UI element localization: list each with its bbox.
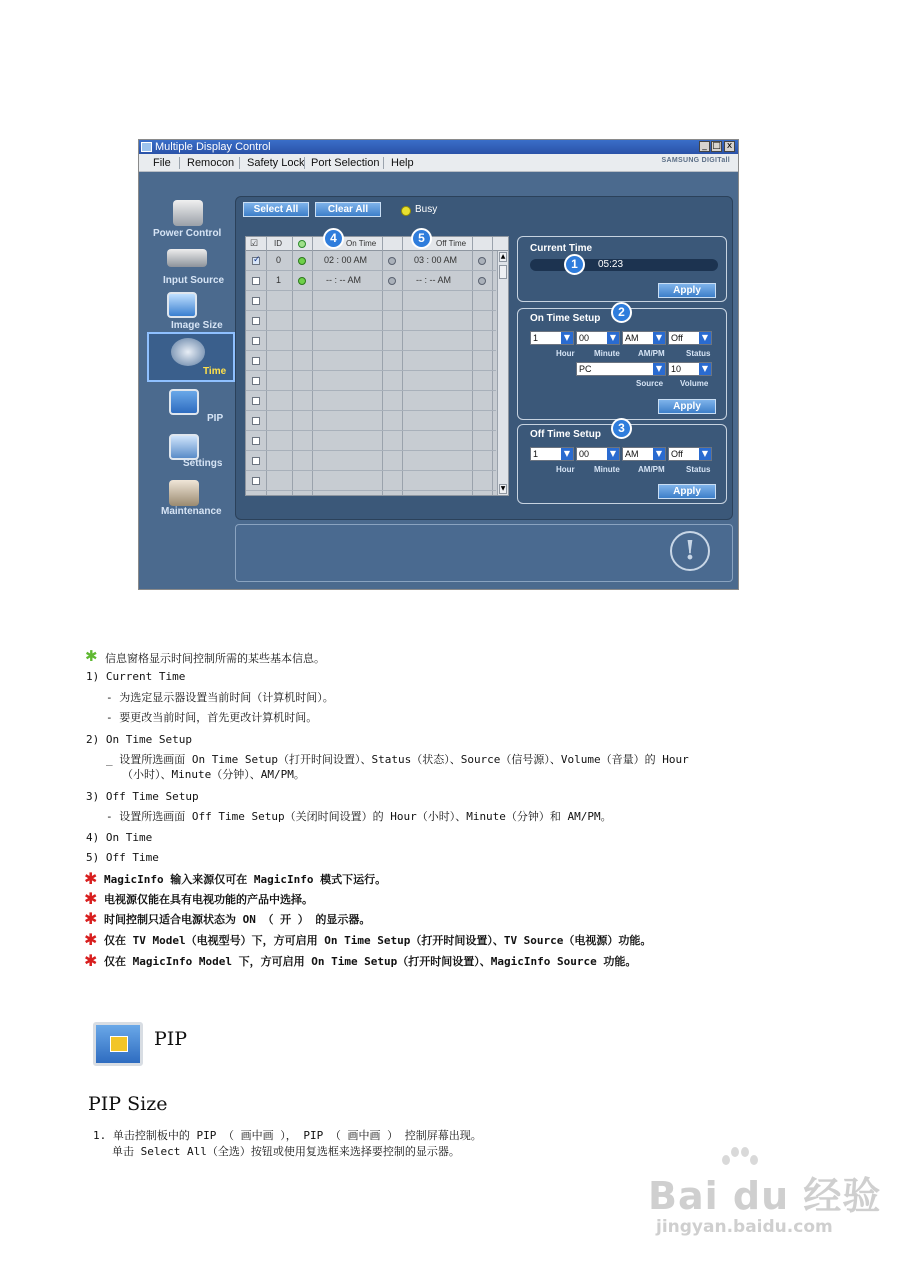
info-pane — [235, 524, 733, 582]
row-checkbox[interactable] — [252, 457, 260, 465]
on-time-setup-group: On Time Setup 1 ▼ 00 ▼ AM ▼ Off ▼ Hour Minute AM/PM Status PC ▼ 10 ▼ Source Volume Apply — [517, 308, 727, 420]
grid-header — [246, 237, 508, 251]
menu-bar — [139, 154, 738, 172]
scroll-thumb[interactable] — [499, 265, 507, 279]
power-status-icon — [298, 257, 306, 265]
callout-badge-3: 3 — [611, 418, 632, 439]
item-1-line-1: - 为选定显示器设置当前时间（计算机时间）。 — [106, 691, 334, 704]
clear-all-button[interactable]: Clear All — [315, 202, 381, 217]
header-check-all[interactable]: ☑ — [250, 238, 259, 248]
note-5: 仅在 MagicInfo Model 下，方可启用 On Time Setup（打开时间设置）、MagicInfo Source 功能。 — [104, 955, 637, 968]
item-1-line-2: - 要更改当前时间，首先更改计算机时间。 — [106, 711, 318, 724]
header-on-time: On Time — [346, 239, 377, 248]
menu-port-selection[interactable]: Port Selection — [311, 157, 380, 169]
item-4-head: 4) On Time — [86, 831, 153, 844]
menu-help[interactable]: Help — [391, 157, 414, 169]
on-minute-select[interactable]: 00 ▼ — [576, 331, 620, 345]
off-minute-select[interactable]: 00 ▼ — [576, 447, 620, 461]
header-power-icon — [298, 240, 306, 248]
note-2: 电视源仅能在具有电视功能的产品中选择。 — [104, 893, 313, 906]
red-star-icon: ✱ — [84, 930, 98, 949]
nav-pip[interactable]: PIP — [145, 387, 233, 431]
row-checkbox[interactable] — [252, 297, 260, 305]
chevron-down-icon: ▼ — [699, 332, 711, 344]
red-star-icon: ✱ — [84, 889, 98, 908]
nav-settings[interactable]: Settings — [145, 432, 233, 476]
header-off-time: Off Time — [436, 239, 467, 248]
row-on-time: -- : -- AM — [326, 275, 361, 285]
row-checkbox[interactable]: ✓ — [253, 255, 261, 265]
window-title: Multiple Display Control — [155, 141, 271, 153]
off-hour-select[interactable]: 1 ▼ — [530, 447, 574, 461]
item-3-head: 3) Off Time Setup — [86, 790, 199, 803]
on-time-status-icon — [388, 277, 396, 285]
image-size-icon — [167, 292, 197, 318]
chevron-down-icon: ▼ — [653, 332, 665, 344]
chevron-down-icon: ▼ — [699, 363, 711, 375]
callout-badge-5: 5 — [411, 228, 432, 249]
busy-label: Busy — [415, 204, 438, 215]
minimize-button[interactable]: _ — [699, 141, 710, 152]
note-1: MagicInfo 输入来源仅可在 MagicInfo 模式下运行。 — [104, 873, 387, 886]
on-hour-select[interactable]: 1 ▼ — [530, 331, 574, 345]
baidu-watermark: Bai du 经验 jingyan.baidu.com — [648, 1145, 888, 1255]
row-checkbox[interactable] — [252, 277, 260, 285]
chevron-down-icon: ▼ — [607, 332, 619, 344]
row-off-time: -- : -- AM — [416, 275, 451, 285]
off-status-select[interactable]: Off ▼ — [668, 447, 712, 461]
red-star-icon: ✱ — [84, 951, 98, 970]
app-icon — [141, 142, 152, 152]
on-source-select[interactable]: PC ▼ — [576, 362, 666, 376]
intro-text: 信息窗格显示时间控制所需的某些基本信息。 — [105, 652, 325, 665]
nav-image-size[interactable]: Image Size — [145, 290, 233, 334]
close-button[interactable]: x — [724, 141, 735, 152]
maintenance-icon — [169, 480, 199, 506]
samsung-brand-logo: SAMSUNG DIGITall — [661, 157, 730, 164]
row-checkbox[interactable] — [252, 337, 260, 345]
step-1-text: 1. 单击控制板中的 PIP （ 画中画 ）， PIP （ 画中画 ） 控制屏幕出现。 — [93, 1129, 482, 1142]
off-ampm-select[interactable]: AM ▼ — [622, 447, 666, 461]
chevron-down-icon: ▼ — [699, 448, 711, 460]
item-2-line-1: _ 设置所选画面 On Time Setup（打开时间设置）、Status（状态）、Source（信号源）、Volume（音量）的 Hour — [106, 753, 689, 766]
callout-badge-1: 1 — [564, 254, 585, 275]
power-control-icon — [173, 200, 203, 226]
row-checkbox[interactable] — [252, 397, 260, 405]
red-star-icon: ✱ — [84, 869, 98, 888]
settings-icon — [169, 434, 199, 460]
pip-size-heading: PIP Size — [88, 1093, 168, 1115]
red-star-icon: ✱ — [84, 909, 98, 928]
menu-safety-lock[interactable]: Safety Lock — [247, 157, 305, 169]
chevron-down-icon: ▼ — [607, 448, 619, 460]
green-star-icon: ✱ — [85, 647, 98, 665]
busy-indicator-icon — [401, 206, 411, 216]
item-2-head: 2) On Time Setup — [86, 733, 192, 746]
on-ampm-select[interactable]: AM ▼ — [622, 331, 666, 345]
step-1-text-2: 单击 Select All（全选）按钮或使用复选框来选择要控制的显示器。 — [112, 1145, 460, 1158]
chevron-down-icon: ▼ — [561, 448, 573, 460]
row-checkbox[interactable] — [252, 357, 260, 365]
on-time-status-icon — [388, 257, 396, 265]
maximize-button[interactable]: □ — [712, 141, 721, 151]
off-time-status-icon — [478, 257, 486, 265]
row-id: 0 — [276, 255, 282, 265]
display-grid — [245, 236, 509, 496]
note-4: 仅在 TV Model（电视型号）下，方可启用 On Time Setup（打开时间设置）、TV Source（电视源）功能。 — [104, 934, 652, 947]
nav-time[interactable]: Time — [147, 332, 235, 382]
off-time-apply-button[interactable]: Apply — [658, 484, 716, 499]
item-2-line-2: （小时）、Minute（分钟）、AM/PM。 — [122, 768, 305, 781]
power-status-icon — [298, 277, 306, 285]
scroll-down-icon[interactable]: ▼ — [500, 485, 506, 492]
title-bar — [139, 140, 738, 154]
callout-badge-4: 4 — [323, 228, 344, 249]
info-exclamation-icon: ! — [670, 531, 710, 571]
callout-badge-2: 2 — [611, 302, 632, 323]
mdc-window — [138, 139, 739, 590]
chevron-down-icon: ▼ — [653, 448, 665, 460]
row-checkbox[interactable] — [252, 377, 260, 385]
item-1-head: 1) Current Time — [86, 670, 186, 683]
menu-file[interactable]: File — [153, 157, 171, 169]
pip-section-icon — [93, 1022, 143, 1066]
nav-maintenance[interactable]: Maintenance — [145, 478, 233, 522]
on-volume-select[interactable]: 10 ▼ — [668, 362, 712, 376]
off-time-setup-group: Off Time Setup 1 ▼ 00 ▼ AM ▼ Off ▼ Hour Minute AM/PM Status Apply — [517, 424, 727, 504]
item-3-line-1: - 设置所选画面 Off Time Setup（关闭时间设置）的 Hour（小时）、Minute（分钟）和 AM/PM。 — [106, 810, 612, 823]
chevron-down-icon: ▼ — [653, 363, 665, 375]
clock-icon — [171, 338, 205, 366]
nav-power-control[interactable]: Power Control — [145, 198, 233, 242]
current-time-group: Current Time 05:23 Apply — [517, 236, 727, 302]
row-id: 1 — [276, 275, 282, 285]
nav-input-source[interactable]: Input Source — [145, 245, 233, 289]
header-id: ID — [274, 239, 282, 248]
pip-heading: PIP — [154, 1028, 188, 1050]
row-checkbox[interactable] — [252, 417, 260, 425]
scroll-up-icon[interactable]: ▲ — [500, 253, 506, 260]
item-5-head: 5) Off Time — [86, 851, 159, 864]
menu-remocon[interactable]: Remocon — [187, 157, 235, 169]
current-time-apply-button[interactable]: Apply — [658, 283, 716, 298]
note-3: 时间控制只适合电源状态为 ON （ 开 ） 的显示器。 — [104, 913, 371, 926]
row-checkbox[interactable] — [252, 437, 260, 445]
current-time-display: 05:23 — [530, 259, 718, 271]
row-on-time: 02 : 00 AM — [324, 255, 368, 265]
row-off-time: 03 : 00 AM — [414, 255, 458, 265]
on-status-select[interactable]: Off ▼ — [668, 331, 712, 345]
chevron-down-icon: ▼ — [561, 332, 573, 344]
on-time-apply-button[interactable]: Apply — [658, 399, 716, 414]
row-checkbox[interactable] — [252, 317, 260, 325]
pip-icon — [169, 389, 199, 415]
input-source-icon — [167, 249, 207, 267]
off-time-status-icon — [478, 277, 486, 285]
select-all-button[interactable]: Select All — [243, 202, 309, 217]
row-checkbox[interactable] — [252, 477, 260, 485]
grid-scrollbar[interactable] — [497, 251, 508, 495]
